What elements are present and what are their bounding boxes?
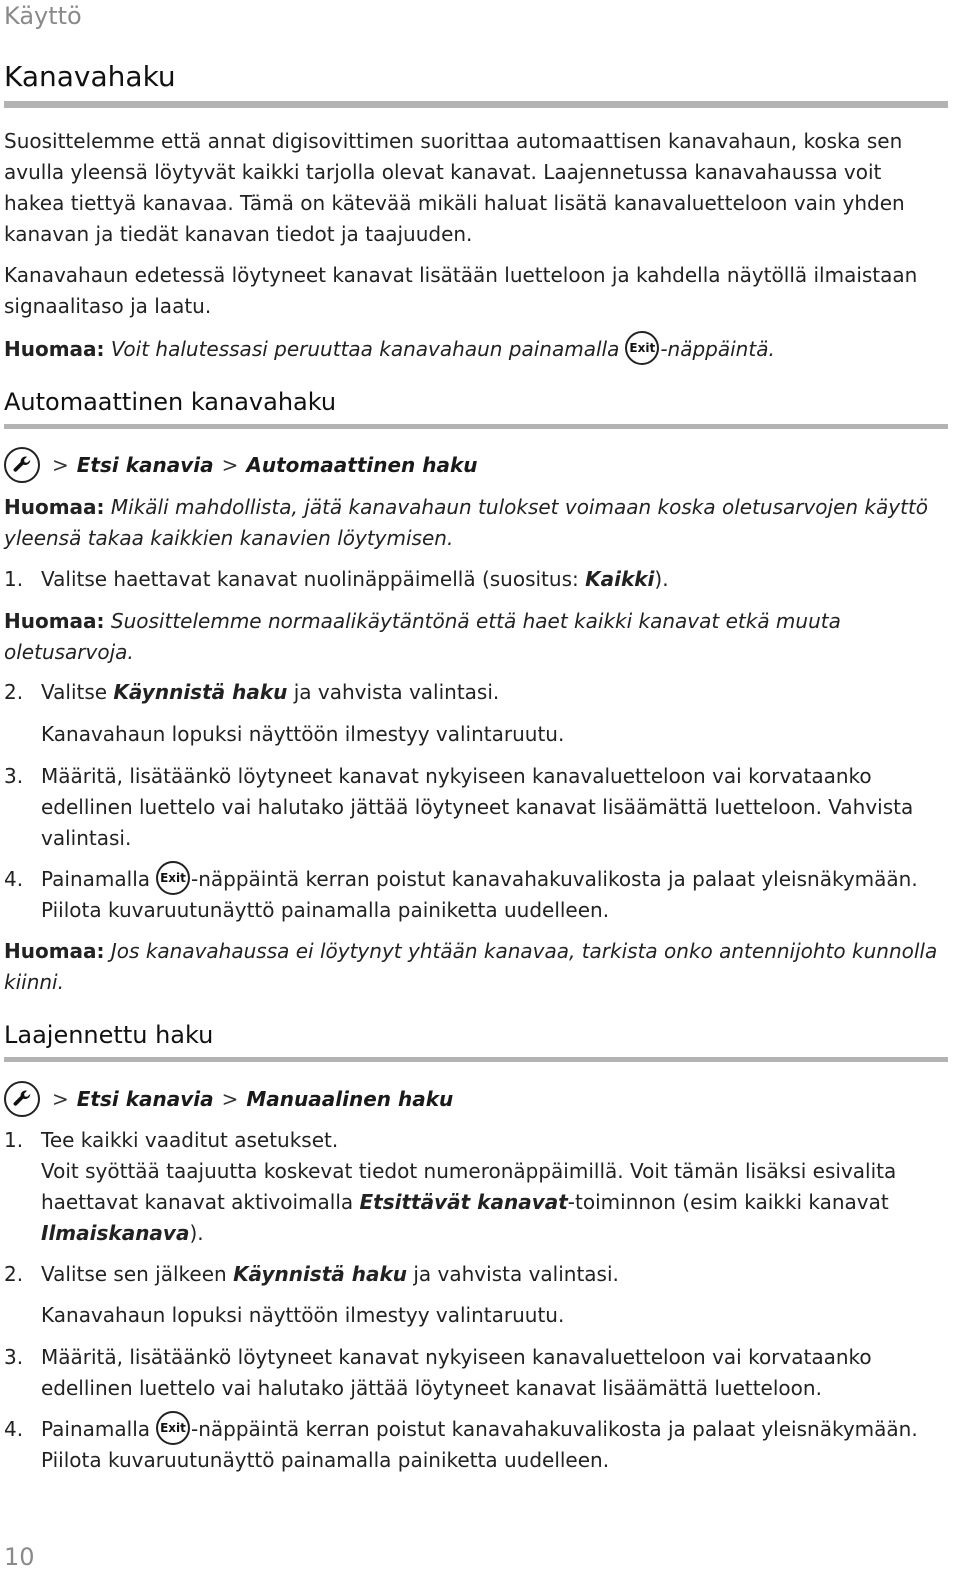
wrench-icon: [4, 1081, 40, 1117]
auto-step-2: [4, 677, 948, 708]
step-number: 2.: [4, 680, 24, 704]
auto-note-2: [4, 606, 948, 668]
intro-note: [4, 334, 948, 365]
step-number: 4.: [4, 1417, 24, 1441]
manual-step-2-sub: [4, 1300, 948, 1331]
manual-section-rule: [4, 1057, 948, 1062]
step-end: ja vahvista valintasi.: [407, 1262, 619, 1286]
step-number: 3.: [4, 1345, 24, 1369]
auto-note-3: [4, 936, 948, 998]
wrench-icon: [4, 447, 40, 483]
step-bold: Käynnistä haku: [233, 1262, 408, 1286]
sub-text-end: ).: [189, 1221, 204, 1245]
step-number: 3.: [4, 764, 24, 788]
auto-note-1: [4, 492, 948, 554]
manual-step-4: [4, 1414, 948, 1476]
step-end: ja vahvista valintasi.: [287, 680, 500, 704]
step-text: Valitse: [41, 680, 114, 704]
menu-item-search-channels: Etsi kanavia: [76, 1087, 214, 1111]
note-label: Huomaa:: [4, 495, 105, 519]
step-end: ).: [654, 567, 669, 591]
step-subtext: Kanavahaun lopuksi näyttöön ilmestyy valintaruutu.: [41, 722, 565, 746]
manual-step-3: [4, 1342, 948, 1404]
menu-separator: >: [221, 453, 239, 477]
step-text-cont: -näppäintä kerran poistut kanavahakuvalikosta ja palaat yleisnäkymään. Piilota kuvaruutunäyttö painamalla painiketta uudelleen.: [41, 867, 918, 922]
step-text: Määritä, lisätäänkö löytyneet kanavat nykyiseen kanavaluetteloon vai korvataanko edellinen luettelo vai halutako jättää löytyneet kanavat lisäämättä luetteloon.: [41, 1345, 872, 1400]
step-subtext: [41, 1156, 948, 1249]
step-number: 4.: [4, 867, 24, 891]
note-suffix: -näppäintä.: [660, 337, 775, 361]
step-text-cont: -näppäintä kerran poistut kanavahakuvalikosta ja palaat yleisnäkymään. Piilota kuvaruutunäyttö painamalla painiketta uudelleen.: [41, 1417, 918, 1472]
step-number: 2.: [4, 1262, 24, 1286]
sub-text: Voit syöttää taajuutta koskevat tiedot numeronäppäimillä. Voit tämän lisäksi esivalita haettavat kanavat aktivoimalla: [41, 1159, 897, 1214]
auto-step-2-sub: [4, 719, 948, 750]
manual-menu-path: [4, 1079, 453, 1119]
menu-separator: >: [221, 1087, 239, 1111]
menu-item-search-channels: Etsi kanavia: [76, 453, 214, 477]
step-bold: Kaikki: [585, 567, 655, 591]
title-rule: [4, 101, 948, 108]
page-number: 10: [4, 1543, 35, 1571]
sub-text-mid: -toiminnon (esim kaikki kanavat: [567, 1190, 889, 1214]
sub-bold-1: Etsittävät kanavat: [359, 1190, 568, 1214]
manual-section-title: Laajennettu haku: [4, 1021, 214, 1049]
menu-item-manual-search: Manuaalinen haku: [246, 1087, 454, 1111]
step-number: 1.: [4, 567, 24, 591]
page-title: Kanavahaku: [4, 60, 176, 93]
note-text: Jos kanavahaussa ei löytynyt yhtään kanavaa, tarkista onko antennijohto kunnolla kiinni.: [4, 939, 938, 994]
note-label: Huomaa:: [4, 609, 105, 633]
step-text: Määritä, lisätäänkö löytyneet kanavat nykyiseen kanavaluetteloon vai korvataanko edellinen luettelo vai halutako jättää löytyneet kanavat lisäämättä luetteloon. Vahvista valintasi.: [41, 764, 914, 850]
intro-paragraph-1: Suosittelemme että annat digisovittimen suorittaa automaattisen kanavahaun, koska sen avulla yleensä löytyvät kaikki tarjolla olevat kanavat. Laajennetussa kanavahaussa voit hakea tiettyä kanavaa. Tämä on kätevää mikäli haluat lisätä kanavaluetteloon vain yhden kanavan ja tiedät kanavan tiedot ja taajuuden.: [4, 129, 905, 246]
auto-step-4: [4, 864, 948, 926]
step-text: Valitse sen jälkeen: [41, 1262, 234, 1286]
auto-menu-path: [4, 445, 478, 485]
auto-section-title: Automaattinen kanavahaku: [4, 388, 337, 416]
step-bold: Käynnistä haku: [113, 680, 288, 704]
menu-separator: >: [52, 1087, 69, 1111]
step-text: Painamalla: [41, 867, 151, 891]
step-text: Valitse haettavat kanavat nuolinäppäimellä (suositus:: [41, 567, 586, 591]
exit-key-icon: Exit: [625, 331, 659, 365]
menu-separator: >: [52, 453, 69, 477]
exit-key-icon: Exit: [156, 861, 190, 895]
step-number: 1.: [4, 1128, 24, 1152]
note-label: Huomaa:: [4, 337, 105, 361]
running-header: Käyttö: [4, 2, 82, 30]
manual-step-1: [4, 1125, 948, 1249]
auto-step-3: [4, 761, 948, 854]
auto-step-1: [4, 564, 948, 595]
note-text: Mikäli mahdollista, jätä kanavahaun tulokset voimaan koska oletusarvojen käyttö yleensä takaa kaikkien kanavien löytymisen.: [4, 495, 929, 550]
note-label: Huomaa:: [4, 939, 105, 963]
auto-section-rule: [4, 424, 948, 429]
manual-step-2: [4, 1259, 948, 1290]
note-text: Suosittelemme normaalikäytäntönä että haet kaikki kanavat etkä muuta oletusarvoja.: [4, 609, 841, 664]
intro-paragraph-2: Kanavahaun edetessä löytyneet kanavat lisätään luetteloon ja kahdella näytöllä ilmaistaan signaalitaso ja laatu.: [4, 263, 918, 318]
exit-key-icon: Exit: [156, 1411, 190, 1445]
note-text: Voit halutessasi peruuttaa kanavahaun painamalla: [110, 337, 620, 361]
step-text: Tee kaikki vaaditut asetukset.: [41, 1128, 339, 1152]
sub-bold-2: Ilmaiskanava: [41, 1221, 190, 1245]
step-subtext: Kanavahaun lopuksi näyttöön ilmestyy valintaruutu.: [41, 1303, 565, 1327]
step-text: Painamalla: [41, 1417, 151, 1441]
menu-item-automatic-search: Automaattinen haku: [246, 453, 478, 477]
